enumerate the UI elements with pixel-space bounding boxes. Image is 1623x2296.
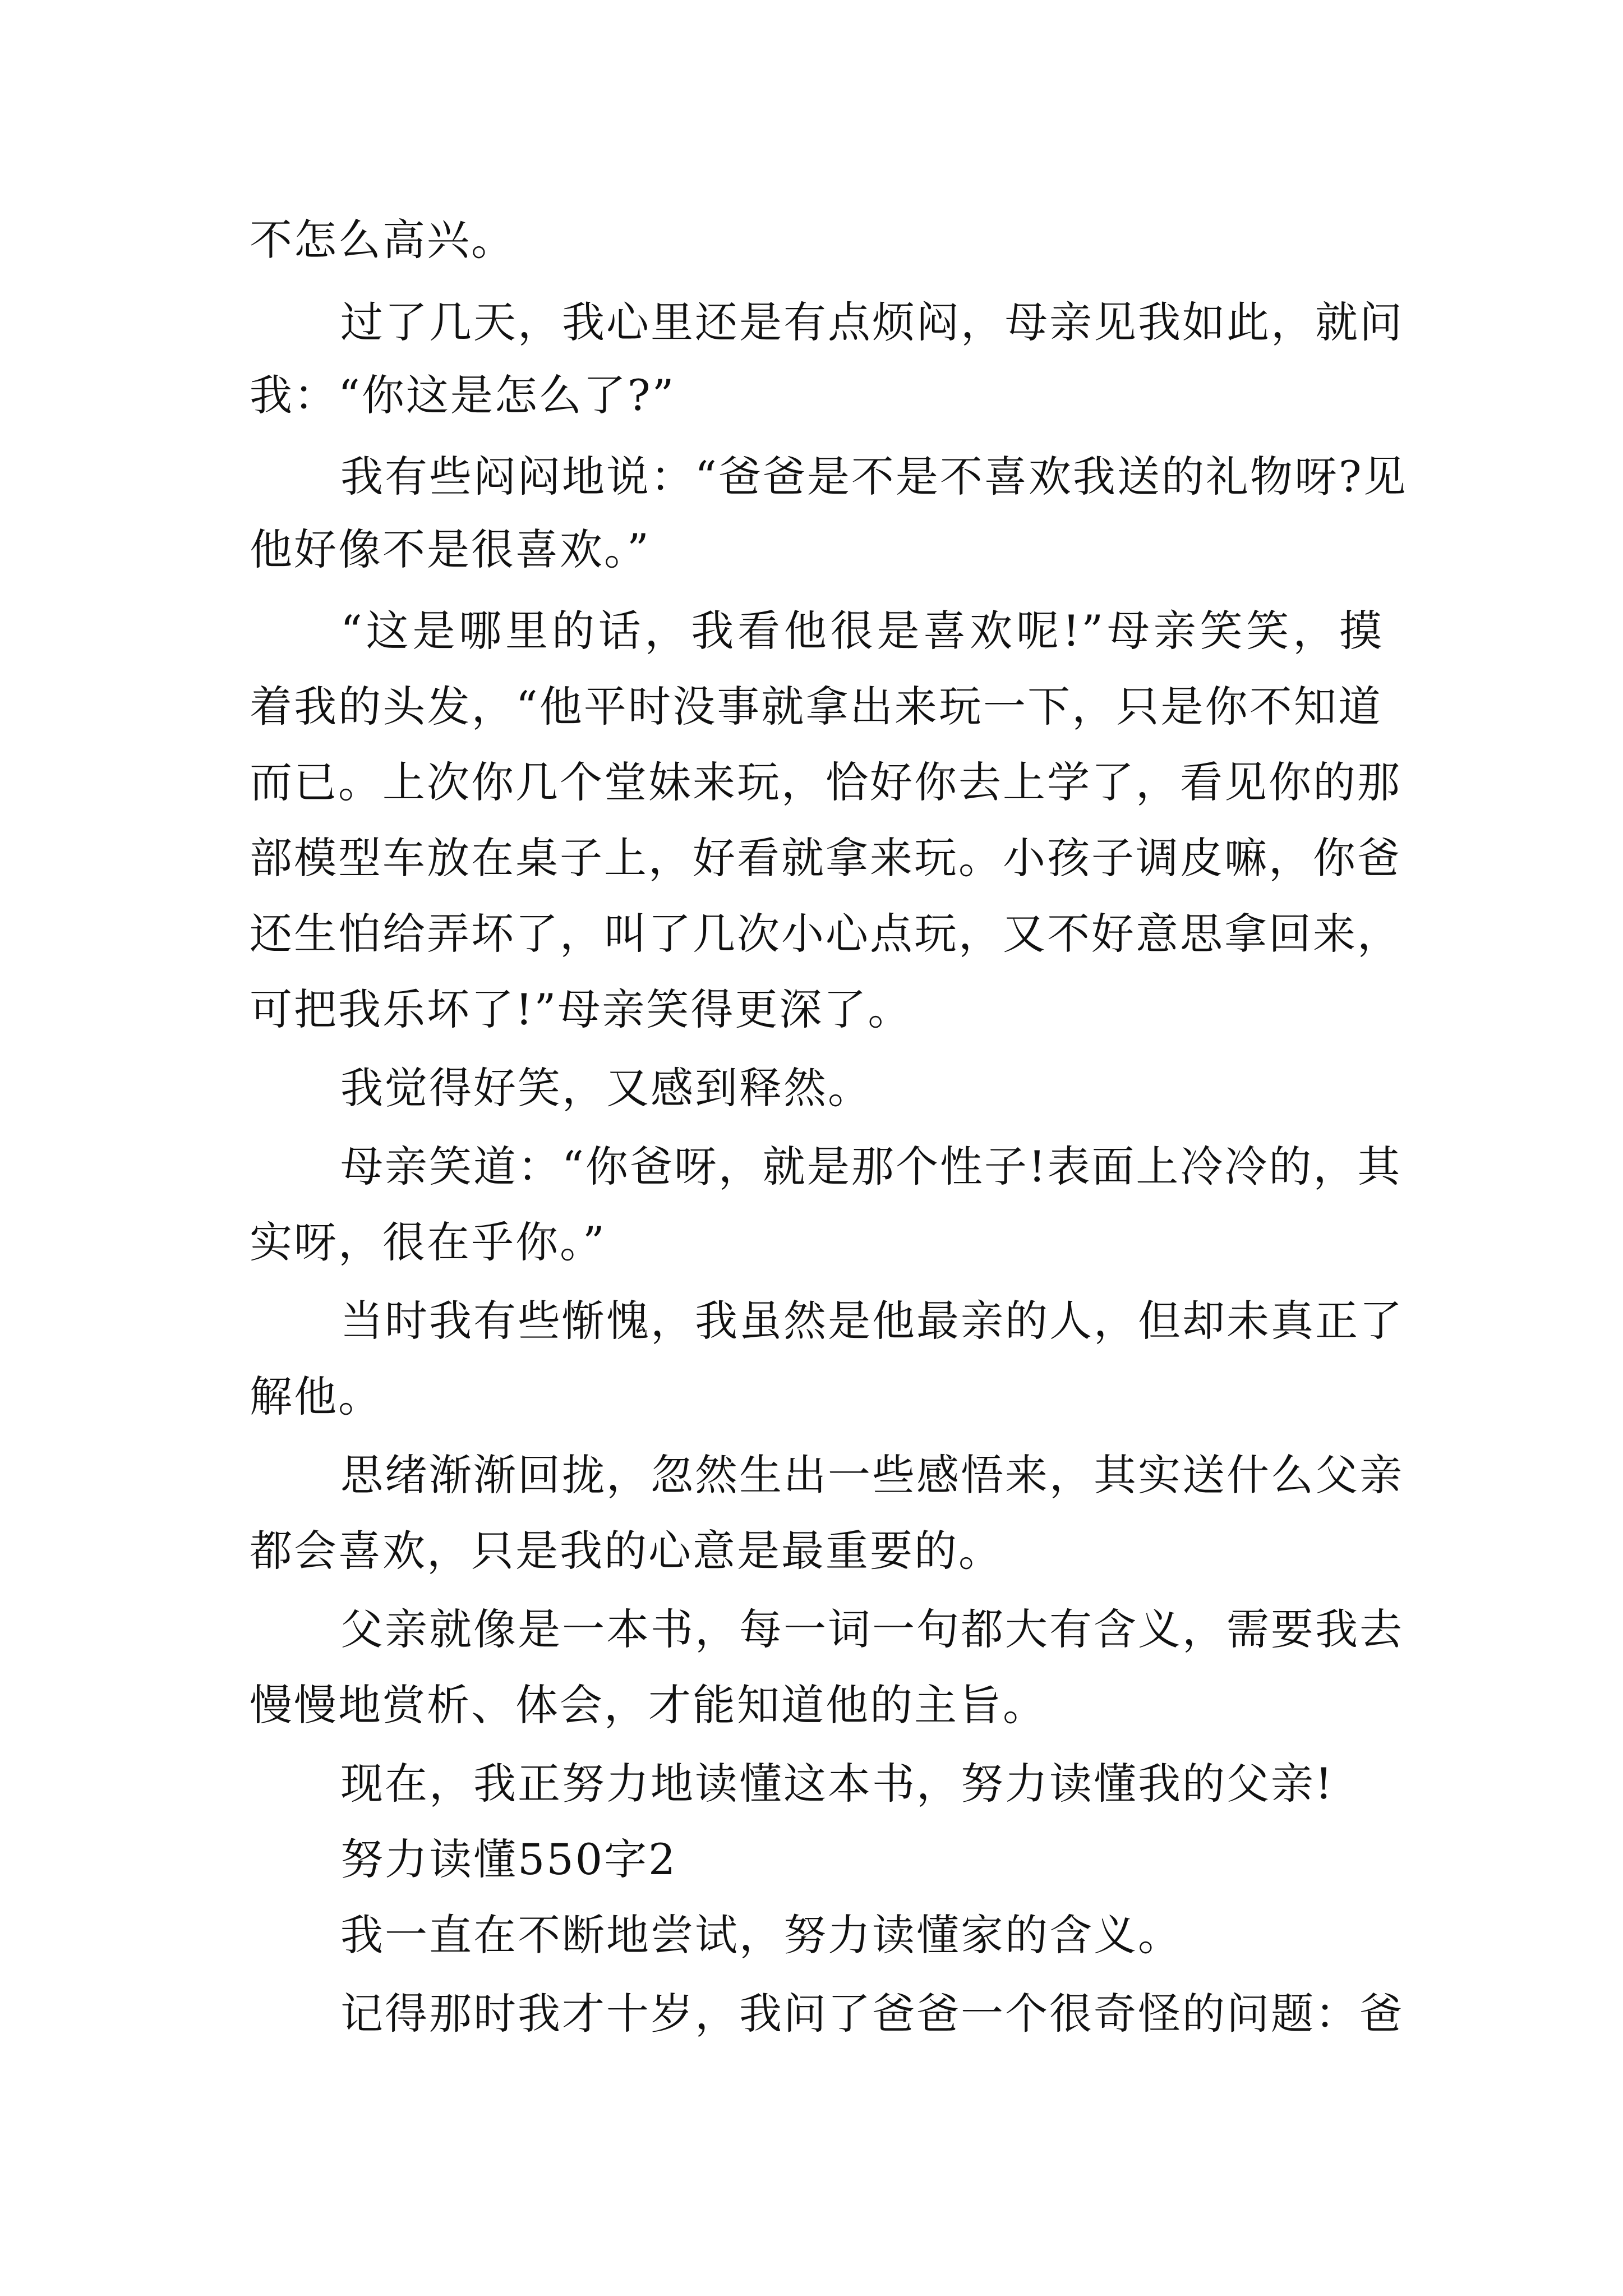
text-line-20: 慢慢地赏析、体会，才能知道他的主旨。 bbox=[250, 1680, 1047, 1730]
text-line-17: 思绪渐渐回拢，忽然生出一些感悟来，其实送什么父亲 bbox=[340, 1450, 1404, 1500]
text-line-6: “这是哪里的话，我看他很是喜欢呢!”母亲笑笑，摸 bbox=[340, 606, 1384, 656]
text-line-12: 我觉得好笑，又感到释然。 bbox=[340, 1063, 872, 1113]
text-line-15: 当时我有些惭愧，我虽然是他最亲的人，但却未真正了 bbox=[340, 1296, 1404, 1346]
section-heading: 努力读懂550字2 bbox=[340, 1834, 677, 1884]
text-line-23: 我一直在不断地尝试，努力读懂家的含义。 bbox=[340, 1910, 1182, 1960]
text-line-5: 他好像不是很喜欢。” bbox=[250, 524, 651, 574]
text-line-8: 而已。上次你几个堂妹来玩，恰好你去上学了，看见你的那 bbox=[250, 757, 1401, 807]
text-line-18: 都会喜欢，只是我的心意是最重要的。 bbox=[250, 1526, 1003, 1576]
text-line-21: 现在，我正努力地读懂这本书，努力读懂我的父亲! bbox=[340, 1759, 1334, 1809]
text-line-9: 部模型车放在桌子上，好看就拿来玩。小孩子调皮嘛，你爸 bbox=[250, 833, 1401, 883]
text-line-7: 着我的头发，“他平时没事就拿出来玩一下，只是你不知道 bbox=[250, 682, 1382, 731]
text-line-2: 过了几天，我心里还是有点烦闷，母亲见我如此，就问 bbox=[340, 297, 1404, 347]
text-line-14: 实呀，很在乎你。” bbox=[250, 1217, 606, 1267]
text-line-24: 记得那时我才十岁，我问了爸爸一个很奇怪的问题：爸 bbox=[340, 1989, 1404, 2039]
text-line-1: 不怎么高兴。 bbox=[250, 215, 515, 265]
text-line-10: 还生怕给弄坏了，叫了几次小心点玩，又不好意思拿回来， bbox=[250, 909, 1401, 959]
text-line-19: 父亲就像是一本书，每一词一句都大有含义，需要我去 bbox=[340, 1604, 1404, 1654]
text-line-13: 母亲笑道：“你爸呀，就是那个性子!表面上冷冷的，其 bbox=[340, 1142, 1402, 1191]
text-line-16: 解他。 bbox=[250, 1372, 382, 1421]
text-line-3: 我：“你这是怎么了?” bbox=[250, 370, 676, 420]
text-line-4: 我有些闷闷地说：“爸爸是不是不喜欢我送的礼物呀?见 bbox=[340, 452, 1408, 501]
text-line-11: 可把我乐坏了!”母亲笑得更深了。 bbox=[250, 984, 912, 1034]
